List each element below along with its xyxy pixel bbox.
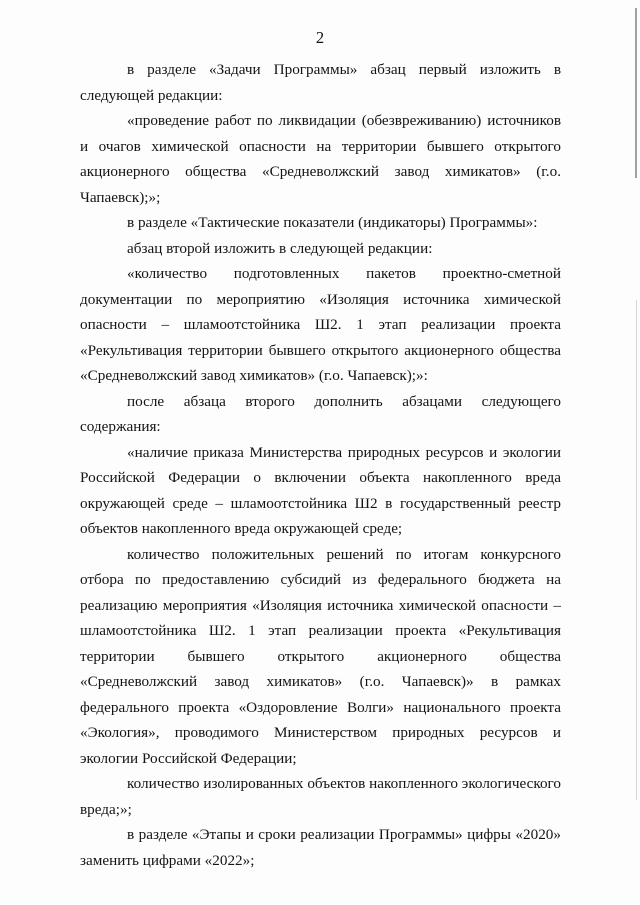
paragraph-indicator-decisions: количество положительных решений по итогам конкурсного отбора по предоставлению субсидий из федерального бюджета на реализацию мероприятия «Изоляция источника химической опасности – шламоотстойника Ш2. 1 этап реализации проекта «Рекультивация территории бывшего открытого акционерного общества «Средневолжский завод химикатов» (г.о. Чапаевск)» в рамках федерального проекта «Оздоровление Волги» национального проекта «Экология», проводимого Министерством природных ресурсов и экологии Российской Федерации; xyxy=(80,545,561,767)
paragraph-new-text-tasks: «проведение работ по ликвидации (обезвреживанию) источников и очагов химической опасности на территории бывшего открытого акционерного общества «Средневолжский завод химикатов» (г.о. Чапаевск);»; xyxy=(80,112,561,206)
paragraph-indicator-order: «наличие приказа Министерства природных ресурсов и экологии Российской Федерации о включении объекта накопленного вреда окружающей среде – шламоотстойника Ш2 в государственный реестр объектов накопленного вреда окружающей среде; xyxy=(80,443,561,537)
paragraph-section-tasks: в разделе «Задачи Программы» абзац первый изложить в следующей редакции: xyxy=(80,61,561,104)
paragraph-second-abzac: абзац второй изложить в следующей редакции: xyxy=(127,239,433,257)
paragraph-add-abzacs: после абзаца второго дополнить абзацами следующего содержания: xyxy=(80,392,561,435)
paragraph-indicator-documentation: «количество подготовленных пакетов проектно-сметной документации по мероприятию «Изоляция источника химической опасности – шламоотстойника Ш2. 1 этап реализации проекта «Рекультивация территории бывшего открытого акционерного общества «Средневолжский завод химикатов» (г.о. Чапаевск);»: xyxy=(80,265,561,384)
document-body xyxy=(80,57,561,873)
paragraph-section-indicators: в разделе «Тактические показатели (индикаторы) Программы»: xyxy=(127,214,538,231)
paragraph-section-stages: в разделе «Этапы и сроки реализации Программы» цифры «2020» заменить цифрами «2022»; xyxy=(80,826,561,869)
scan-edge-mark-lower xyxy=(636,300,637,800)
paragraph-indicator-isolated-objects: количество изолированных объектов накопленного экологического вреда;»; xyxy=(80,775,561,818)
page-number: 2 xyxy=(315,28,325,47)
